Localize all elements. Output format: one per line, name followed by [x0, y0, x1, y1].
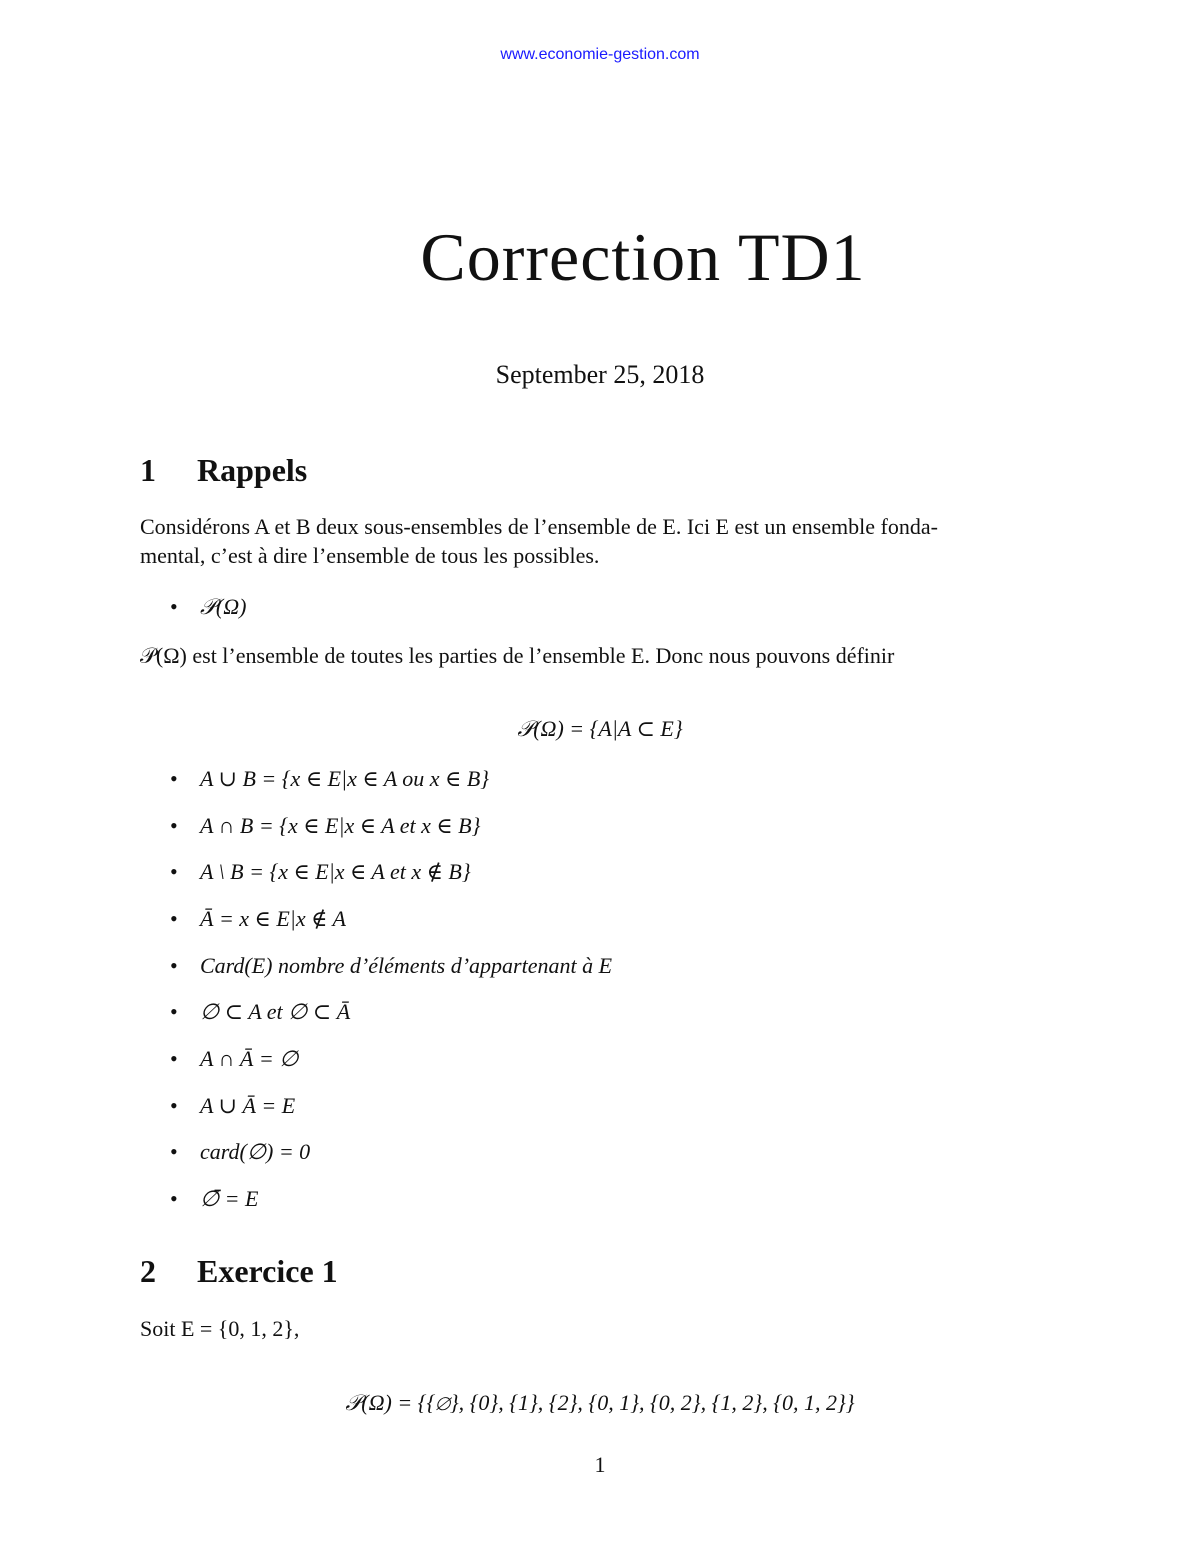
bullet-text: A ∪ Ā = E — [200, 1093, 296, 1118]
list-item — [170, 764, 489, 794]
section-heading-rappels — [140, 452, 307, 489]
list-item — [170, 1044, 298, 1074]
intro-paragraph-line-2: mental, c’est à dire l’ensemble de tous les possibles. — [140, 543, 600, 568]
section-heading-exercice-1 — [140, 1253, 338, 1290]
bullet-text: A ∩ B = {x ∈ E|x ∈ A et x ∈ B} — [200, 813, 481, 838]
bullet-text: A \ B = {x ∈ E|x ∈ A et x ∉ B} — [200, 859, 471, 884]
bullet-icon: • — [170, 594, 178, 619]
exercise-statement: Soit E = {0, 1, 2}, — [140, 1316, 300, 1341]
section-number: 2 — [140, 1253, 156, 1289]
bullet-text: Ā = x ∈ E|x ∉ A — [200, 906, 346, 931]
section-title: Exercice 1 — [197, 1253, 338, 1289]
bullet-text: ∅ ⊂ A et ∅ ⊂ Ā — [200, 999, 351, 1024]
list-item — [170, 997, 350, 1027]
bullet-icon: • — [170, 999, 178, 1024]
document-title: Correction TD1 — [420, 219, 866, 295]
bullet-icon: • — [170, 859, 178, 884]
definition-paragraph: 𝒫(Ω) est l’ensemble de toutes les parties de l’ensemble E. Donc nous pouvons définir — [140, 643, 895, 668]
bullet-text: Card(E) nombre d’éléments d’appartenant à E — [200, 953, 613, 978]
section-title: Rappels — [197, 452, 308, 488]
bullet-icon: • — [170, 1093, 178, 1118]
bullet-text: A ∩ Ā = ∅ — [200, 1046, 299, 1071]
display-formula: 𝒫(Ω) = {A|A ⊂ E} — [517, 716, 683, 741]
page-number: 1 — [594, 1452, 606, 1477]
bullet-text: ∅̄ = E — [200, 1186, 259, 1211]
site-url-link[interactable]: www.economie-gestion.com — [500, 46, 700, 63]
bullet-icon: • — [170, 953, 178, 978]
bullet-icon: • — [170, 1139, 178, 1164]
bullet-text: 𝒫(Ω) — [200, 594, 247, 619]
list-item — [170, 951, 612, 981]
list-item — [170, 857, 471, 887]
bullet-text: A ∪ B = {x ∈ E|x ∈ A ou x ∈ B} — [200, 766, 490, 791]
display-formula: 𝒫(Ω) = {{∅}, {0}, {1}, {2}, {0, 1}, {0, 2}, {1, 2}, {0, 1, 2}} — [345, 1390, 855, 1415]
document-date: September 25, 2018 — [495, 360, 705, 389]
list-item — [170, 1184, 258, 1214]
intro-paragraph-line-1: Considérons A et B deux sous-ensembles de l’ensemble de E. Ici E est un ensemble fonda- — [140, 514, 938, 539]
bullet-icon: • — [170, 906, 178, 931]
bullet-icon: • — [170, 813, 178, 838]
bullet-text: card(∅) = 0 — [200, 1139, 311, 1164]
bullet-icon: • — [170, 766, 178, 791]
bullet-icon: • — [170, 1046, 178, 1071]
list-item — [170, 1137, 310, 1167]
bullet-icon: • — [170, 1186, 178, 1211]
list-item — [170, 592, 246, 622]
list-item — [170, 811, 480, 841]
section-number: 1 — [140, 452, 156, 488]
list-item — [170, 1091, 295, 1121]
list-item — [170, 904, 346, 934]
